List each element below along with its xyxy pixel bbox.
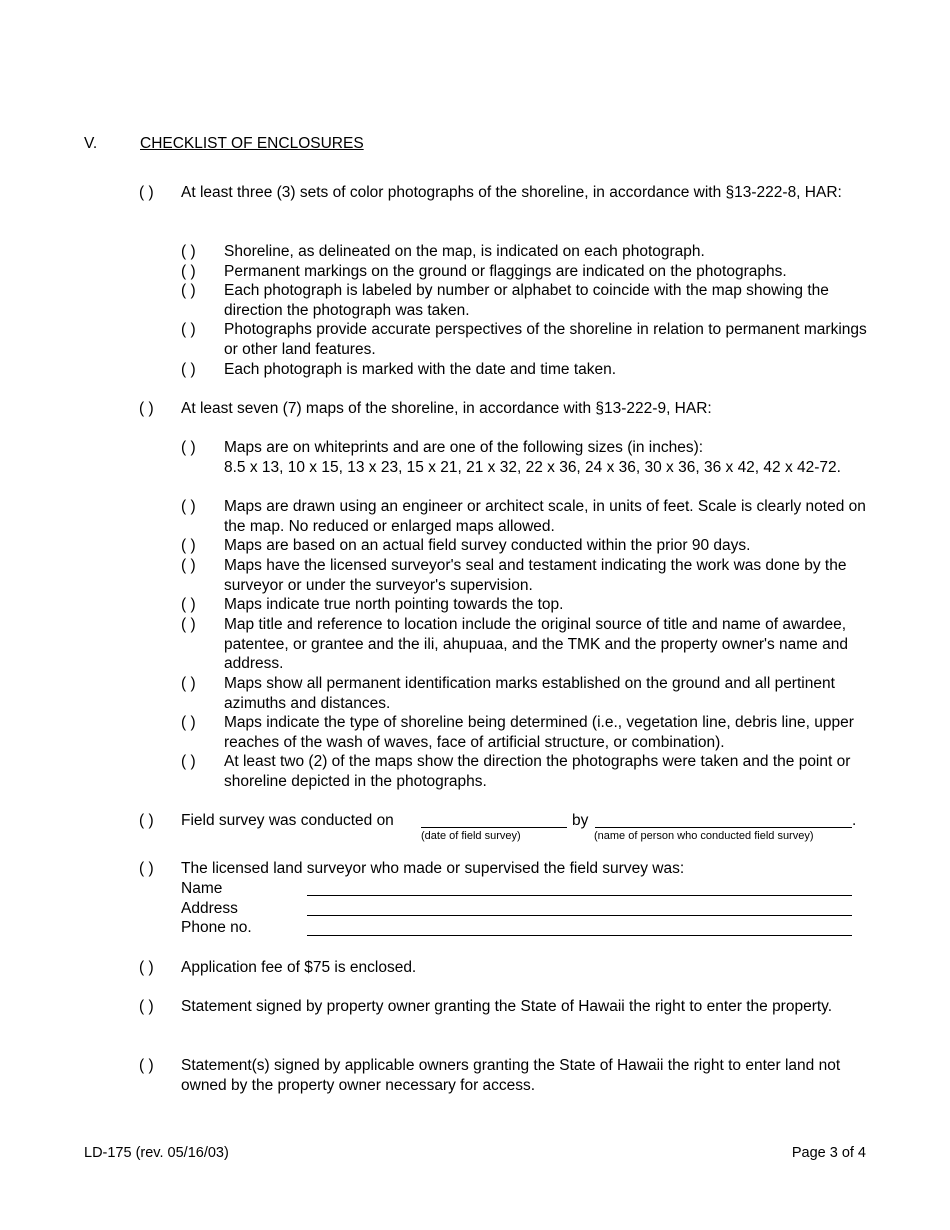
field-survey-period: . xyxy=(852,812,857,829)
surveyor-requirement: The licensed land surveyor who made or supervised the field survey was: xyxy=(181,860,685,877)
surveyor-name-label: Name xyxy=(181,880,223,897)
surveyor-checkbox[interactable]: ( ) xyxy=(139,860,154,877)
section-number: V. xyxy=(84,135,98,152)
field-survey-label: Field survey was conducted on xyxy=(181,812,394,829)
access-statement-checkbox[interactable]: ( ) xyxy=(139,1057,154,1074)
fee-checkbox[interactable]: ( ) xyxy=(139,959,154,976)
map-item: Maps indicate true north pointing towards the top. xyxy=(224,596,564,613)
map-item-checkbox[interactable]: ( ) xyxy=(181,439,196,456)
map-sizes: 8.5 x 13, 10 x 15, 13 x 23, 15 x 21, 21 x 32, 22 x 36, 24 x 36, 30 x 36, 36 x 42, 42 x 42-72. xyxy=(224,459,841,476)
map-item-checkbox[interactable]: ( ) xyxy=(181,596,196,613)
photo-item: Permanent markings on the ground or flaggings are indicated on the photographs. xyxy=(224,263,787,280)
maps-checkbox[interactable]: ( ) xyxy=(139,400,154,417)
map-item: Maps indicate the type of shoreline being determined (i.e., vegetation line, debris line, upper reaches of the wash of waves, face of artificial structure, or combination). xyxy=(224,714,854,751)
map-item: At least two (2) of the maps show the direction the photographs were taken and the point or shoreline depicted in the photographs. xyxy=(224,753,851,790)
surveyor-phone-label: Phone no. xyxy=(181,919,252,936)
field-survey-by: by xyxy=(572,812,589,829)
access-statement: Statement(s) signed by applicable owners granting the State of Hawaii the right to enter land not owned by the property owner necessary for access. xyxy=(181,1057,841,1094)
photo-item: Photographs provide accurate perspectives of the shoreline in relation to permanent markings or other land features. xyxy=(224,321,867,358)
map-item: Maps have the licensed surveyor's seal and testament indicating the work was done by the surveyor or under the surveyor's supervision. xyxy=(224,557,847,594)
field-survey-checkbox[interactable]: ( ) xyxy=(139,812,154,829)
owner-statement: Statement signed by property owner granting the State of Hawaii the right to enter the property. xyxy=(181,998,833,1015)
map-item: Maps show all permanent identification marks established on the ground and all pertinent azimuths and distances. xyxy=(224,675,835,712)
surveyor-name-input[interactable] xyxy=(307,895,852,896)
survey-date-field[interactable] xyxy=(421,827,567,828)
photos-checkbox[interactable]: ( ) xyxy=(139,184,154,201)
map-item-checkbox[interactable]: ( ) xyxy=(181,714,196,731)
owner-statement-checkbox[interactable]: ( ) xyxy=(139,998,154,1015)
map-item-checkbox[interactable]: ( ) xyxy=(181,498,196,515)
map-item-checkbox[interactable]: ( ) xyxy=(181,616,196,633)
survey-date-caption: (date of field survey) xyxy=(421,830,521,842)
photo-item-checkbox[interactable]: ( ) xyxy=(181,282,196,299)
surveyor-address-label: Address xyxy=(181,900,238,917)
map-item: Maps are based on an actual field survey conducted within the prior 90 days. xyxy=(224,537,751,554)
map-item-checkbox[interactable]: ( ) xyxy=(181,537,196,554)
page-number: Page 3 of 4 xyxy=(791,1145,866,1161)
fee-requirement: Application fee of $75 is enclosed. xyxy=(181,959,417,976)
map-item-checkbox[interactable]: ( ) xyxy=(181,675,196,692)
surveyor-name-caption: (name of person who conducted field survey) xyxy=(594,830,814,842)
photo-item-checkbox[interactable]: ( ) xyxy=(181,361,196,378)
map-item-checkbox[interactable]: ( ) xyxy=(181,557,196,574)
photo-item-checkbox[interactable]: ( ) xyxy=(181,263,196,280)
photo-item: Each photograph is labeled by number or alphabet to coincide with the map showing the direction the photograph was taken. xyxy=(224,282,829,319)
maps-requirement: At least seven (7) maps of the shoreline, in accordance with §13-222-9, HAR: xyxy=(181,400,712,417)
map-item: Maps are drawn using an engineer or architect scale, in units of feet. Scale is clearly noted on the map. No reduced or enlarged maps allowed. xyxy=(224,498,866,535)
photo-item: Each photograph is marked with the date and time taken. xyxy=(224,361,617,378)
section-title: CHECKLIST OF ENCLOSURES xyxy=(140,135,364,152)
photo-item: Shoreline, as delineated on the map, is indicated on each photograph. xyxy=(224,243,705,260)
surveyor-phone-input[interactable] xyxy=(307,935,852,936)
map-item: Map title and reference to location include the original source of title and name of awardee, patentee, or grantee and the ili, ahupuaa, and the TMK and the property owner's name and address. xyxy=(224,616,848,673)
photos-requirement: At least three (3) sets of color photographs of the shoreline, in accordance with §13-222-8, HAR: xyxy=(181,184,842,201)
surveyor-address-input[interactable] xyxy=(307,915,852,916)
map-item: Maps are on whiteprints and are one of the following sizes (in inches): xyxy=(224,439,704,456)
surveyor-name-field[interactable] xyxy=(595,827,852,828)
map-item-checkbox[interactable]: ( ) xyxy=(181,753,196,770)
form-id: LD-175 (rev. 05/16/03) xyxy=(84,1145,229,1161)
photo-item-checkbox[interactable]: ( ) xyxy=(181,243,196,260)
photo-item-checkbox[interactable]: ( ) xyxy=(181,321,196,338)
